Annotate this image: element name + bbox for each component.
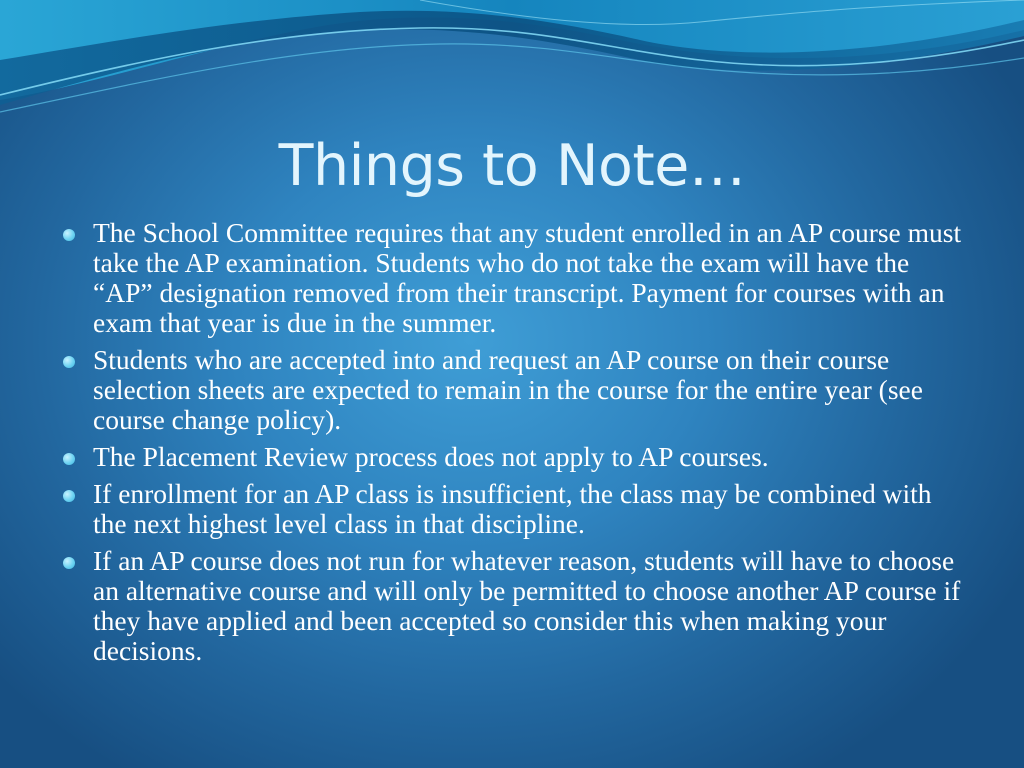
list-item — [62, 345, 967, 435]
slide-title: Things to Note… — [278, 133, 746, 199]
bullet-icon — [63, 356, 75, 368]
bullet-icon — [63, 557, 75, 569]
header-wave-decoration — [0, 0, 1024, 130]
bullet-list — [62, 218, 967, 673]
list-item — [62, 479, 967, 539]
list-item — [62, 442, 967, 472]
bullet-text: If an AP course does not run for whatever reason, students will have to choose an alternative course and will only be permitted to choose another AP course if they have applied and been accepted so consider this when making your decisions. — [93, 545, 961, 666]
bullet-icon — [63, 229, 75, 241]
bullet-text: Students who are accepted into and request an AP course on their course selection sheets are expected to remain in the course for the entire year (see course change policy). — [93, 344, 923, 435]
list-item — [62, 218, 967, 338]
bullet-text: The School Committee requires that any student enrolled in an AP course must take the AP examination. Students who do not take the exam will have the “AP” designation removed from their transcript. Payment for courses with an exam that year is due in the summer. — [93, 217, 962, 338]
bullet-icon — [63, 490, 75, 502]
bullet-text: If enrollment for an AP class is insufficient, the class may be combined with the next highest level class in that discipline. — [93, 478, 932, 539]
bullet-icon — [63, 453, 75, 465]
list-item — [62, 546, 967, 666]
bullet-text: The Placement Review process does not apply to AP courses. — [93, 441, 769, 472]
